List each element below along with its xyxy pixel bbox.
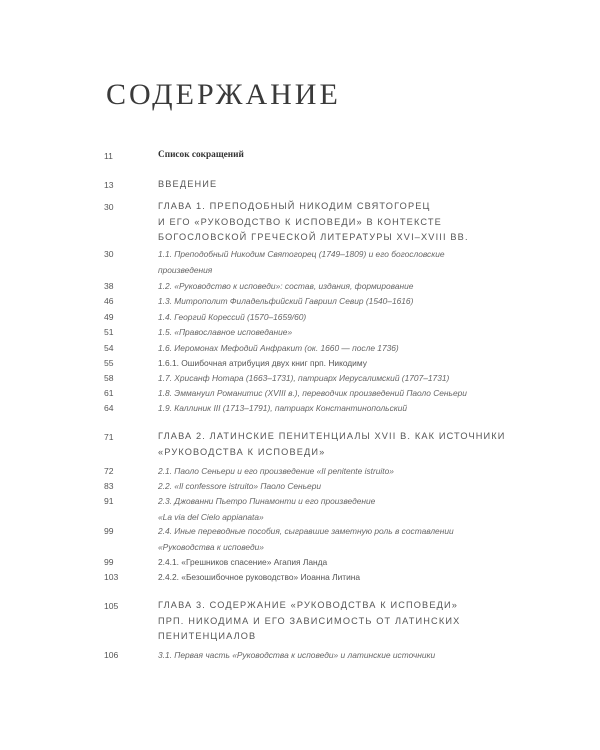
toc-entry-line: И ЕГО «РУКОВОДСТВО К ИСПОВЕДИ» В КОНТЕКСТЕ bbox=[158, 216, 442, 227]
toc-entry-line: 1.6.1. Ошибочная атрибуция двух книг прп. Никодиму bbox=[158, 358, 367, 368]
toc-entry-line: ПЕНИТЕНЦИАЛОВ bbox=[158, 631, 257, 641]
toc-entry-title bbox=[158, 148, 488, 163]
toc-entry-line: ГЛАВА 3. СОДЕРЖАНИЕ «РУКОВОДСТВА К ИСПОВЕДИ» bbox=[158, 600, 458, 610]
toc-entry-line: 1.7. Хрисанф Нотара (1663–1731), патриарх Иерусалимский (1707–1731) bbox=[158, 373, 450, 383]
toc-page-number: 49 bbox=[104, 312, 114, 322]
toc-page-number: 99 bbox=[104, 557, 114, 567]
toc-entry-line: произведения bbox=[158, 264, 213, 275]
toc-entry-line: 2.4. Иные переводные пособия, сыгравшие заметную роль в составлении bbox=[158, 526, 454, 536]
toc-page-number: 83 bbox=[104, 481, 114, 491]
toc-entry-title bbox=[158, 555, 488, 570]
toc-entry-line: 1.9. Каллиник III (1713–1791), патриарх Константинопольский bbox=[158, 403, 408, 413]
toc-entry-title bbox=[158, 570, 488, 585]
toc-entry-line: 2.4.2. «Безошибочное руководство» Иоанна Литина bbox=[158, 572, 361, 582]
toc-entry-title bbox=[158, 247, 488, 278]
toc-page-number: 30 bbox=[104, 202, 114, 212]
toc-entry-line: 2.2. «Il confessore istruito» Паоло Сеньери bbox=[158, 481, 322, 491]
toc-page-number: 71 bbox=[104, 432, 114, 442]
toc-entry-title bbox=[158, 401, 488, 417]
toc-entry-line: «Руководства к исповеди» bbox=[158, 541, 264, 552]
toc-entry-line: 1.8. Эммануил Романитис (XVIII в.), переводчик произведений Паоло Сеньери bbox=[158, 388, 467, 398]
toc-entry-title bbox=[158, 479, 488, 495]
toc-entry-title bbox=[158, 310, 488, 326]
toc-entry-title bbox=[158, 356, 488, 371]
toc-entry-line: 2.4.1. «Грешников спасение» Агапия Ланда bbox=[158, 557, 328, 567]
toc-entry-title bbox=[158, 598, 488, 645]
toc-page-number: 64 bbox=[104, 403, 114, 413]
toc-entry-title bbox=[158, 294, 488, 310]
toc-entry-line: Список сокращений bbox=[158, 150, 244, 160]
toc-page-number: 30 bbox=[104, 249, 114, 259]
toc-entry-title bbox=[158, 177, 488, 193]
toc-entry-title bbox=[158, 325, 488, 341]
toc-page-number: 72 bbox=[104, 466, 114, 476]
toc-entry-line: ГЛАВА 2. ЛАТИНСКИЕ ПЕНИТЕНЦИАЛЫ XVII В. КАК ИСТОЧНИКИ bbox=[158, 431, 506, 441]
toc-entry-line: БОГОСЛОВСКОЙ ГРЕЧЕСКОЙ ЛИТЕРАТУРЫ XVI–XVIII ВВ. bbox=[158, 232, 469, 242]
toc-entry-line: 1.4. Георгий Корессий (1570–1659/60) bbox=[158, 312, 307, 322]
toc-entry-line: 2.3. Джованни Пьетро Пинамонти и его произведение bbox=[158, 496, 376, 506]
toc-entry-line: 3.1. Первая часть «Руководства к исповеди» и латинские источники bbox=[158, 650, 436, 660]
toc-page-number: 46 bbox=[104, 296, 114, 306]
toc-entry-line: 1.3. Митрополит Филадельфийский Гавриил Севир (1540–1616) bbox=[158, 296, 414, 306]
toc-entry-title bbox=[158, 648, 488, 664]
toc-page-number: 61 bbox=[104, 388, 114, 398]
toc-entry-line: «La via del Cielo appianata» bbox=[158, 511, 264, 522]
toc-entry-title bbox=[158, 494, 488, 525]
toc-entry-title bbox=[158, 429, 506, 460]
toc-page-number: 106 bbox=[104, 650, 119, 660]
toc-page-number: 55 bbox=[104, 358, 114, 368]
toc-entry-line: ПРП. НИКОДИМА И ЕГО ЗАВИСИМОСТЬ ОТ ЛАТИНСКИХ bbox=[158, 615, 461, 626]
toc-page-number: 105 bbox=[104, 601, 119, 611]
toc-entry-title bbox=[158, 279, 488, 295]
toc-page-number: 51 bbox=[104, 327, 114, 337]
toc-entry-title bbox=[158, 371, 488, 387]
toc-entry-title bbox=[158, 524, 488, 555]
toc-entry-title bbox=[158, 199, 488, 246]
toc-page-number: 11 bbox=[104, 151, 113, 161]
toc-page-number: 99 bbox=[104, 526, 114, 536]
toc-entry-line: 1.1. Преподобный Никодим Святогорец (1749–1809) и его богословские bbox=[158, 249, 445, 259]
toc-entry-title bbox=[158, 386, 488, 402]
toc-entry-line: ВВЕДЕНИЕ bbox=[158, 179, 218, 189]
toc-page-number: 13 bbox=[104, 180, 114, 190]
page-title: СОДЕРЖАНИЕ bbox=[106, 78, 341, 111]
toc-entry-line: 1.5. «Православное исповедание» bbox=[158, 327, 293, 337]
toc-page-number: 38 bbox=[104, 281, 114, 291]
toc-entry-line: 1.6. Иеромонах Мефодий Анфракит (ок. 1660 — после 1736) bbox=[158, 343, 399, 353]
toc-entry-title bbox=[158, 464, 488, 480]
toc-entry-line: 1.2. «Руководство к исповеди»: состав, издания, формирование bbox=[158, 281, 414, 291]
toc-page-number: 91 bbox=[104, 496, 114, 506]
toc-page-number: 58 bbox=[104, 373, 114, 383]
toc-entry-line: 2.1. Паоло Сеньери и его произведение «Il penitente istruito» bbox=[158, 466, 394, 476]
toc-page-number: 103 bbox=[104, 572, 119, 582]
toc-page-number: 54 bbox=[104, 343, 114, 353]
toc-entry-title bbox=[158, 341, 488, 357]
toc-entry-line: «РУКОВОДСТВА К ИСПОВЕДИ» bbox=[158, 446, 326, 457]
toc-entry-line: ГЛАВА 1. ПРЕПОДОБНЫЙ НИКОДИМ СВЯТОГОРЕЦ bbox=[158, 201, 431, 211]
